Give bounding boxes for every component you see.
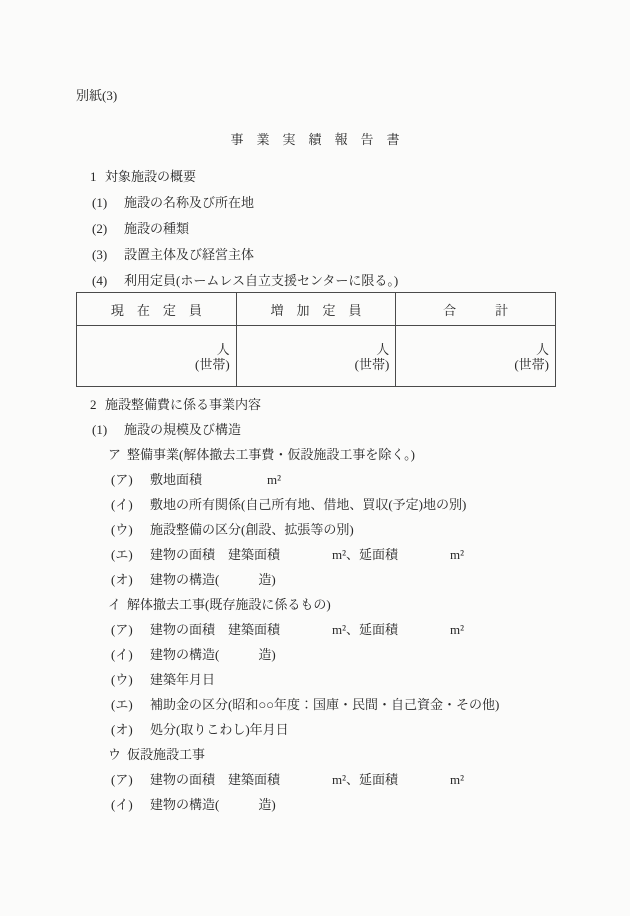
item-text: 建物の構造( 造) xyxy=(150,647,276,662)
item-label: (2) xyxy=(92,221,108,236)
section-2-heading xyxy=(0,398,630,423)
item-text: 利用定員(ホームレス自立支援センターに限る。) xyxy=(124,273,399,288)
list-item-building-area-b xyxy=(0,623,630,648)
item-label: (イ) xyxy=(111,647,133,662)
unit-households: (世帯) xyxy=(194,357,230,372)
item-label: (ア) xyxy=(111,622,133,637)
list-item-improvement-category xyxy=(0,523,630,548)
item-label: ア xyxy=(108,447,122,462)
cell-current-capacity xyxy=(77,326,237,387)
list-item-site-ownership xyxy=(0,498,630,523)
section-2-number: 2 xyxy=(90,397,97,412)
header-total: 合 計 xyxy=(396,293,556,326)
item-text: 建物の面積 建築面積 m²、延面積 m² xyxy=(150,622,465,637)
list-item-demolition-work xyxy=(0,598,630,623)
unit-persons: 人 xyxy=(535,342,549,357)
item-text: 解体撤去工事(既存施設に係るもの) xyxy=(127,597,331,612)
capacity-table xyxy=(76,292,556,387)
header-current-capacity: 現 在 定 員 xyxy=(77,293,237,326)
capacity-table-value-row xyxy=(77,326,556,387)
item-label: (イ) xyxy=(111,797,133,812)
capacity-table-header-row xyxy=(77,293,556,326)
section-1-number: 1 xyxy=(90,169,97,184)
item-label: ウ xyxy=(108,747,122,762)
item-label: (3) xyxy=(92,247,108,262)
list-item-building-area-a xyxy=(0,548,630,573)
item-text: 敷地面積 m² xyxy=(150,472,282,487)
item-text: 施設の種類 xyxy=(124,221,190,236)
item-label: (ウ) xyxy=(111,672,133,687)
item-label: (エ) xyxy=(111,697,133,712)
unit-persons: 人 xyxy=(216,342,230,357)
item-text: 補助金の区分(昭和○○年度：国庫・民間・自己資金・その他) xyxy=(150,697,500,712)
item-label: (オ) xyxy=(111,572,133,587)
item-text: 建物の構造( 造) xyxy=(150,797,276,812)
section-2-heading-text: 施設整備費に係る事業内容 xyxy=(105,397,262,412)
list-item-building-structure-b xyxy=(0,648,630,673)
list-item-facility-type xyxy=(0,222,630,248)
item-text: 建物の面積 建築面積 m²、延面積 m² xyxy=(150,772,465,787)
list-item-construction-date xyxy=(0,673,630,698)
item-text: 設置主体及び経営主体 xyxy=(124,247,255,262)
unit-households: (世帯) xyxy=(354,357,390,372)
list-item-founding-entity xyxy=(0,248,630,274)
item-label: (オ) xyxy=(111,722,133,737)
item-label: (エ) xyxy=(111,547,133,562)
section-2-facility-improvement-costs xyxy=(0,398,630,823)
section-1-heading xyxy=(0,170,630,196)
list-item-scale-structure xyxy=(0,423,630,448)
section-1-heading-text: 対象施設の概要 xyxy=(105,169,197,184)
item-label: (イ) xyxy=(111,497,133,512)
list-item-building-structure-c xyxy=(0,798,630,823)
document-title: 事 業 実 績 報 告 書 xyxy=(230,132,400,147)
item-label: (1) xyxy=(92,195,108,210)
item-label: イ xyxy=(108,597,122,612)
item-text: 整備事業(解体撤去工事費・仮設施設工事を除く。) xyxy=(127,447,415,462)
list-item-building-structure-a xyxy=(0,573,630,598)
cell-increased-capacity xyxy=(236,326,396,387)
list-item-site-area xyxy=(0,473,630,498)
cell-total-capacity xyxy=(396,326,556,387)
attachment-label: 別紙(3) xyxy=(76,88,118,103)
list-item-subsidy-category xyxy=(0,698,630,723)
item-label: (ウ) xyxy=(111,522,133,537)
item-text: 施設整備の区分(創設、拡張等の別) xyxy=(150,522,354,537)
item-text: 施設の名称及び所在地 xyxy=(124,195,255,210)
list-item-improvement-project xyxy=(0,448,630,473)
item-label: (4) xyxy=(92,273,108,288)
item-label: (ア) xyxy=(111,472,133,487)
item-text: 処分(取りこわし)年月日 xyxy=(150,722,289,737)
item-label: (ア) xyxy=(111,772,133,787)
item-text: 建築年月日 xyxy=(150,672,216,687)
unit-households: (世帯) xyxy=(514,357,549,372)
item-label: (1) xyxy=(92,422,108,437)
unit-persons: 人 xyxy=(376,342,390,357)
section-1-target-facility-overview xyxy=(0,170,630,300)
item-text: 建物の面積 建築面積 m²、延面積 m² xyxy=(150,547,465,562)
list-item-building-area-c xyxy=(0,773,630,798)
item-text: 仮設施設工事 xyxy=(127,747,206,762)
list-item-facility-name xyxy=(0,196,630,222)
item-text: 敷地の所有関係(自己所有地、借地、買収(予定)地の別) xyxy=(150,497,467,512)
item-text: 施設の規模及び構造 xyxy=(124,422,242,437)
list-item-disposal-date xyxy=(0,723,630,748)
item-text: 建物の構造( 造) xyxy=(150,572,276,587)
list-item-temporary-facility-work xyxy=(0,748,630,773)
header-increased-capacity: 増 加 定 員 xyxy=(236,293,396,326)
